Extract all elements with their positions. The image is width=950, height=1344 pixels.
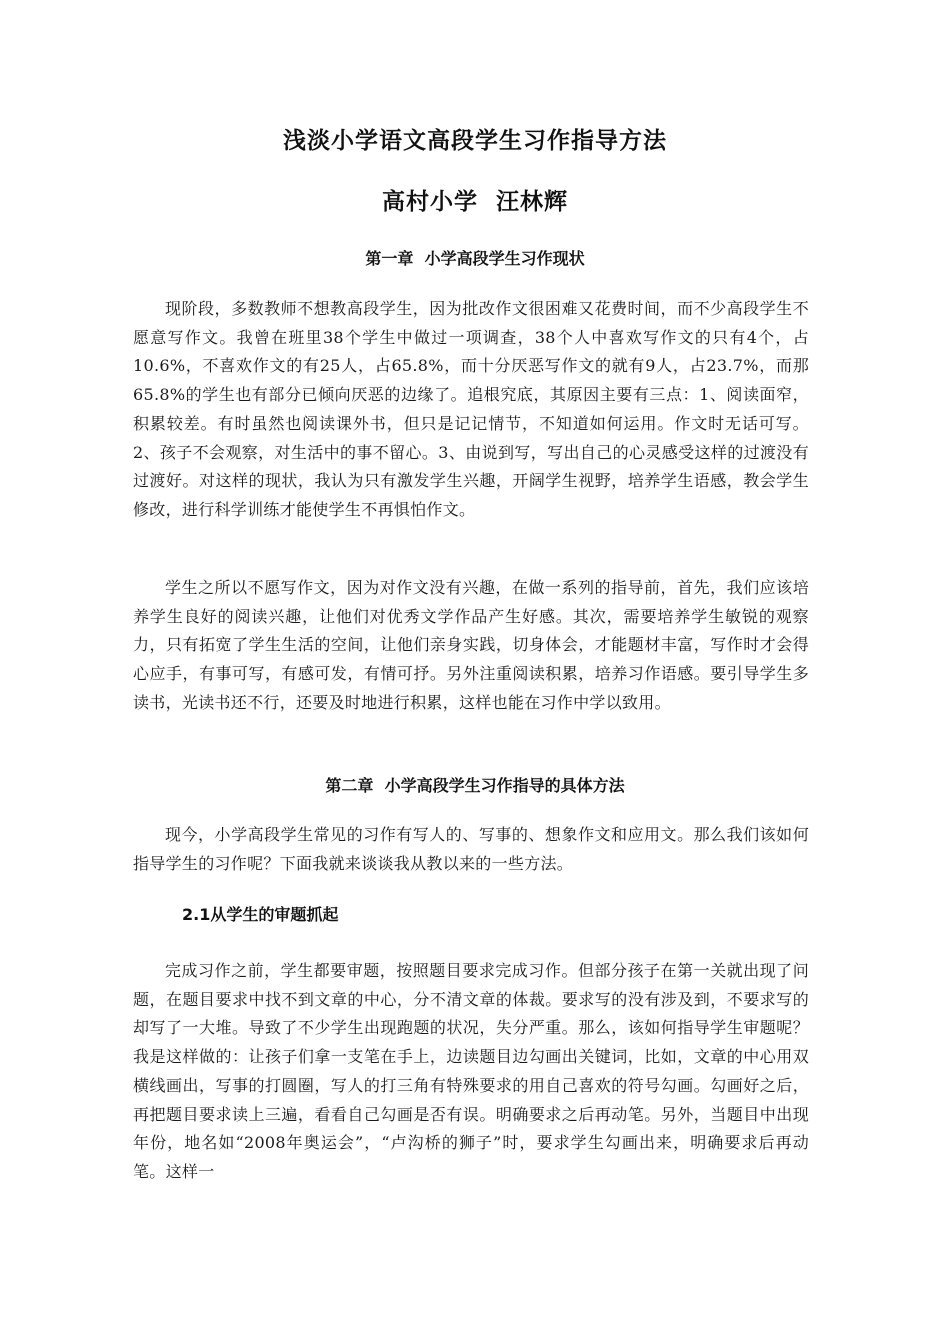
- chapter-2-heading: 第二章 小学高段学生习作指导的具体方法: [325, 776, 625, 795]
- paragraph: 现阶段，多数教师不想教高段学生，因为批改作文很困难又花费时间，而不少高段学生不愿意写作文。我曾在班里38个学生中做过一项调查，38个人中喜欢写作文的只有4个，占10.6%，不喜欢作文的有25人，占65.8%，而十分厌恶写作文的就有9人，占23.7%，而那65.8%的学生也有部分已倾向厌恶的边缘了。追根究底，其原因主要有三点：1、阅读面窄，积累较差。有时虽然也阅读课外书，但只是记记情节，不知道如何运用。作文时无话可写。2、孩子不会观察，对生活中的事不留心。3、由说到写，写出自己的心灵感受这样的过渡没有过渡好。对这样的现状，我认为只有激发学生兴趣，开阔学生视野，培养学生语感，教会学生修改，进行科学训练才能使学生不再惧怕作文。: [133, 299, 809, 519]
- chapter-1-heading: 第一章 小学高段学生习作现状: [365, 249, 585, 268]
- paragraph: 现今，小学高段学生常见的习作有写人的、写事的、想象作文和应用文。那么我们该如何指导学生的习作呢？下面我就来谈谈我从教以来的一些方法。: [133, 825, 809, 873]
- section-2-1-heading: 2.1从学生的审题抓起: [182, 905, 339, 924]
- document-title: 浅淡小学语文高段学生习作指导方法: [283, 128, 667, 154]
- document-author: 高村小学 汪林辉: [381, 189, 568, 215]
- paragraph: 学生之所以不愿写作文，因为对作文没有兴趣，在做一系列的指导前，首先，我们应该培养学生良好的阅读兴趣，让他们对优秀文学作品产生好感。其次，需要培养学生敏锐的观察力，只有拓宽了学生生活的空间，让他们亲身实践，切身体会，才能题材丰富，写作时才会得心应手，有事可写，有感可发，有情可抒。另外注重阅读积累，培养习作语感。要引导学生多读书，光读书还不行，还要及时地进行积累，这样也能在习作中学以致用。: [133, 578, 809, 712]
- paragraph: 完成习作之前，学生都要审题，按照题目要求完成习作。但部分孩子在第一关就出现了问题，在题目要求中找不到文章的中心，分不清文章的体裁。要求写的没有涉及到，不要求写的却写了一大堆。导致了不少学生出现跑题的状况，失分严重。那么，该如何指导学生审题呢？我是这样做的：让孩子们拿一支笔在手上，边读题目边勾画出关键词，比如，文章的中心用双横线画出，写事的打圆圈，写人的打三角有特殊要求的用自己喜欢的符号勾画。勾画好之后，再把题目要求读上三遍，看看自己勾画是否有误。明确要求之后再动笔。另外，当题目中出现年份，地名如“2008年奥运会”，“卢沟桥的狮子”时，要求学生勾画出来，明确要求后再动笔。这样一: [133, 961, 809, 1181]
